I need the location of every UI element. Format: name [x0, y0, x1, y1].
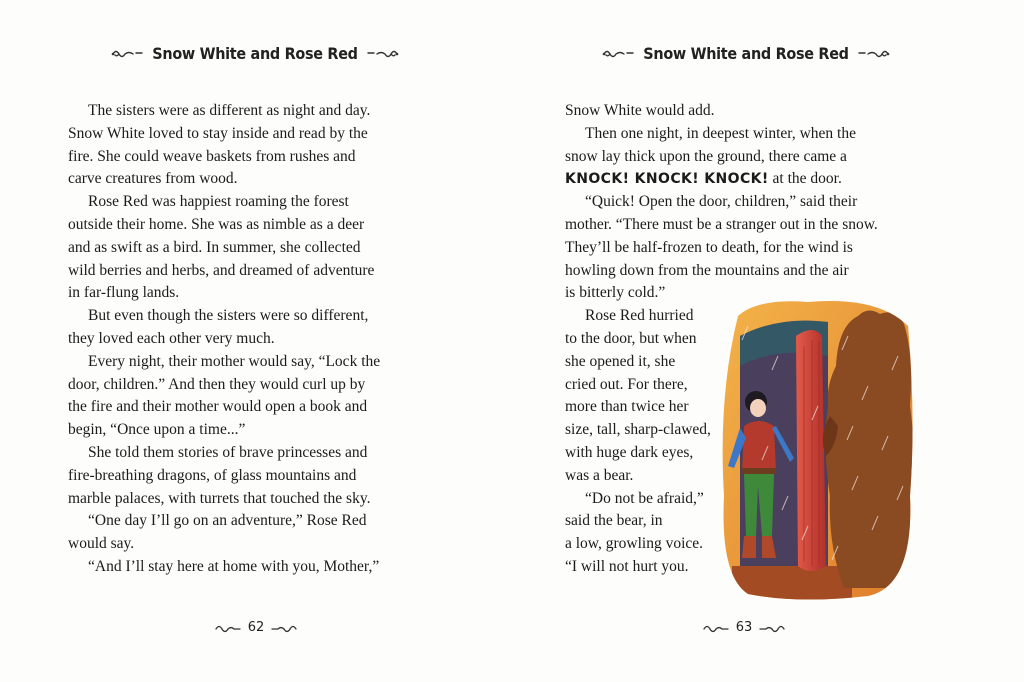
- text-line-content: Then one night, in deepest winter, when the: [585, 124, 856, 142]
- text-line-content: “Quick! Open the door, children,” said their: [585, 193, 858, 211]
- text-line: [565, 214, 905, 237]
- text-line-content: in far-flung lands.: [68, 284, 180, 302]
- swirl-ornament-icon: [758, 623, 786, 633]
- text-line: [68, 237, 398, 260]
- text-line-content: howling down from the mountains and the air: [565, 261, 849, 279]
- swirl-ornament-icon: [110, 47, 144, 59]
- text-line: [68, 351, 398, 374]
- text-line: [68, 533, 398, 556]
- text-line: [68, 305, 398, 328]
- text-line-content: a low, growling voice.: [565, 535, 704, 553]
- text-line: [565, 191, 905, 214]
- text-line-content: Every night, their mother would say, “Lock the: [88, 352, 381, 370]
- header-title: Snow White and Rose Red: [643, 43, 849, 63]
- swirl-ornament-icon: [857, 47, 891, 59]
- text-line: [565, 168, 905, 191]
- text-line-content: mother. “There must be a stranger out in the snow.: [565, 215, 878, 233]
- text-line-content: But even though the sisters were so different,: [88, 307, 369, 325]
- page-number: 63: [735, 620, 753, 635]
- text-line-content: begin, “Once upon a time...”: [68, 421, 246, 439]
- text-line-content: fire. She could weave baskets from rushes and: [68, 147, 356, 165]
- text-line-content: with huge dark eyes,: [565, 443, 694, 461]
- page-footer: [0, 620, 512, 635]
- text-line: [68, 260, 398, 283]
- text-line-content: “One day I’ll go on an adventure,” Rose Red: [88, 512, 367, 530]
- body-text: [68, 100, 398, 579]
- text-line-content: at the door.: [768, 170, 842, 188]
- text-line-content: the fire and their mother would open a book and: [68, 398, 368, 416]
- text-line: [68, 396, 398, 419]
- text-line-content: door, children.” And then they would curl up by: [68, 375, 366, 393]
- text-line-content: said the bear, in: [565, 512, 663, 530]
- swirl-ornament-icon: [270, 623, 298, 633]
- bear-at-door-illustration: [718, 296, 916, 602]
- text-line: [68, 123, 398, 146]
- text-line: [68, 488, 398, 511]
- text-line: [68, 465, 398, 488]
- text-line: [68, 419, 398, 442]
- text-line: [68, 214, 398, 237]
- text-line-content: carve creatures from wood.: [68, 170, 238, 188]
- text-line-content: to the door, but when: [565, 329, 697, 347]
- text-line: [68, 374, 398, 397]
- text-line-content: She told them stories of brave princesses and: [88, 443, 368, 461]
- text-line-content: and as swift as a bird. In summer, she collected: [68, 238, 361, 256]
- text-line-content: wild berries and herbs, and dreamed of adventure: [68, 261, 375, 279]
- text-line-content: The sisters were as different as night and day.: [88, 102, 371, 119]
- text-line: [68, 146, 398, 169]
- text-line-content: Snow White loved to stay inside and read by the: [68, 124, 368, 142]
- text-line-content: snow lay thick upon the ground, there came a: [565, 147, 847, 165]
- text-line: [68, 100, 398, 123]
- text-line: [68, 556, 398, 579]
- header-title: Snow White and Rose Red: [152, 43, 358, 63]
- text-line-content: cried out. For there,: [565, 375, 688, 393]
- text-line: [68, 328, 398, 351]
- text-line-content: Rose Red was happiest roaming the forest: [88, 193, 349, 211]
- page-footer: [488, 620, 1000, 635]
- text-line-content: They’ll be half-frozen to death, for the wind is: [565, 238, 853, 256]
- text-line-content: she opened it, she: [565, 352, 676, 370]
- swirl-ornament-icon: [366, 47, 400, 59]
- text-line-content: more than twice her: [565, 398, 689, 416]
- text-line-content: fire-breathing dragons, of glass mountains and: [68, 466, 357, 484]
- text-line-content: “And I’ll stay here at home with you, Mother,”: [88, 557, 380, 575]
- text-line-content: “Do not be afraid,”: [585, 489, 704, 507]
- text-line: [565, 123, 905, 146]
- text-line-content: outside their home. She was as nimble as a deer: [68, 215, 365, 233]
- right-page: [512, 0, 1024, 682]
- text-line: [565, 146, 905, 169]
- swirl-ornament-icon: [214, 623, 242, 633]
- text-line-content: size, tall, sharp-clawed,: [565, 421, 711, 439]
- page-number: 62: [247, 620, 265, 635]
- knock-text: KNOCK! KNOCK! KNOCK!: [565, 171, 769, 188]
- text-line: [68, 282, 398, 305]
- text-line: [68, 510, 398, 533]
- text-line-content: is bitterly cold.”: [565, 284, 666, 302]
- text-line-content: Snow White would add.: [565, 102, 715, 119]
- text-line-content: was a bear.: [565, 466, 634, 484]
- text-line: [68, 442, 398, 465]
- text-line-content: would say.: [68, 535, 135, 553]
- text-line-content: marble palaces, with turrets that touched the sky.: [68, 489, 371, 507]
- text-line-content: “I will not hurt you.: [565, 557, 689, 575]
- text-line: [68, 191, 398, 214]
- text-line: [565, 260, 905, 283]
- swirl-ornament-icon: [702, 623, 730, 633]
- running-header: [490, 38, 1002, 68]
- text-line: [68, 168, 398, 191]
- text-line-content: Rose Red hurried: [585, 307, 694, 325]
- text-line: [565, 237, 905, 260]
- text-line-content: they loved each other very much.: [68, 329, 275, 347]
- text-line: [565, 100, 905, 123]
- swirl-ornament-icon: [601, 47, 635, 59]
- running-header: [0, 38, 511, 68]
